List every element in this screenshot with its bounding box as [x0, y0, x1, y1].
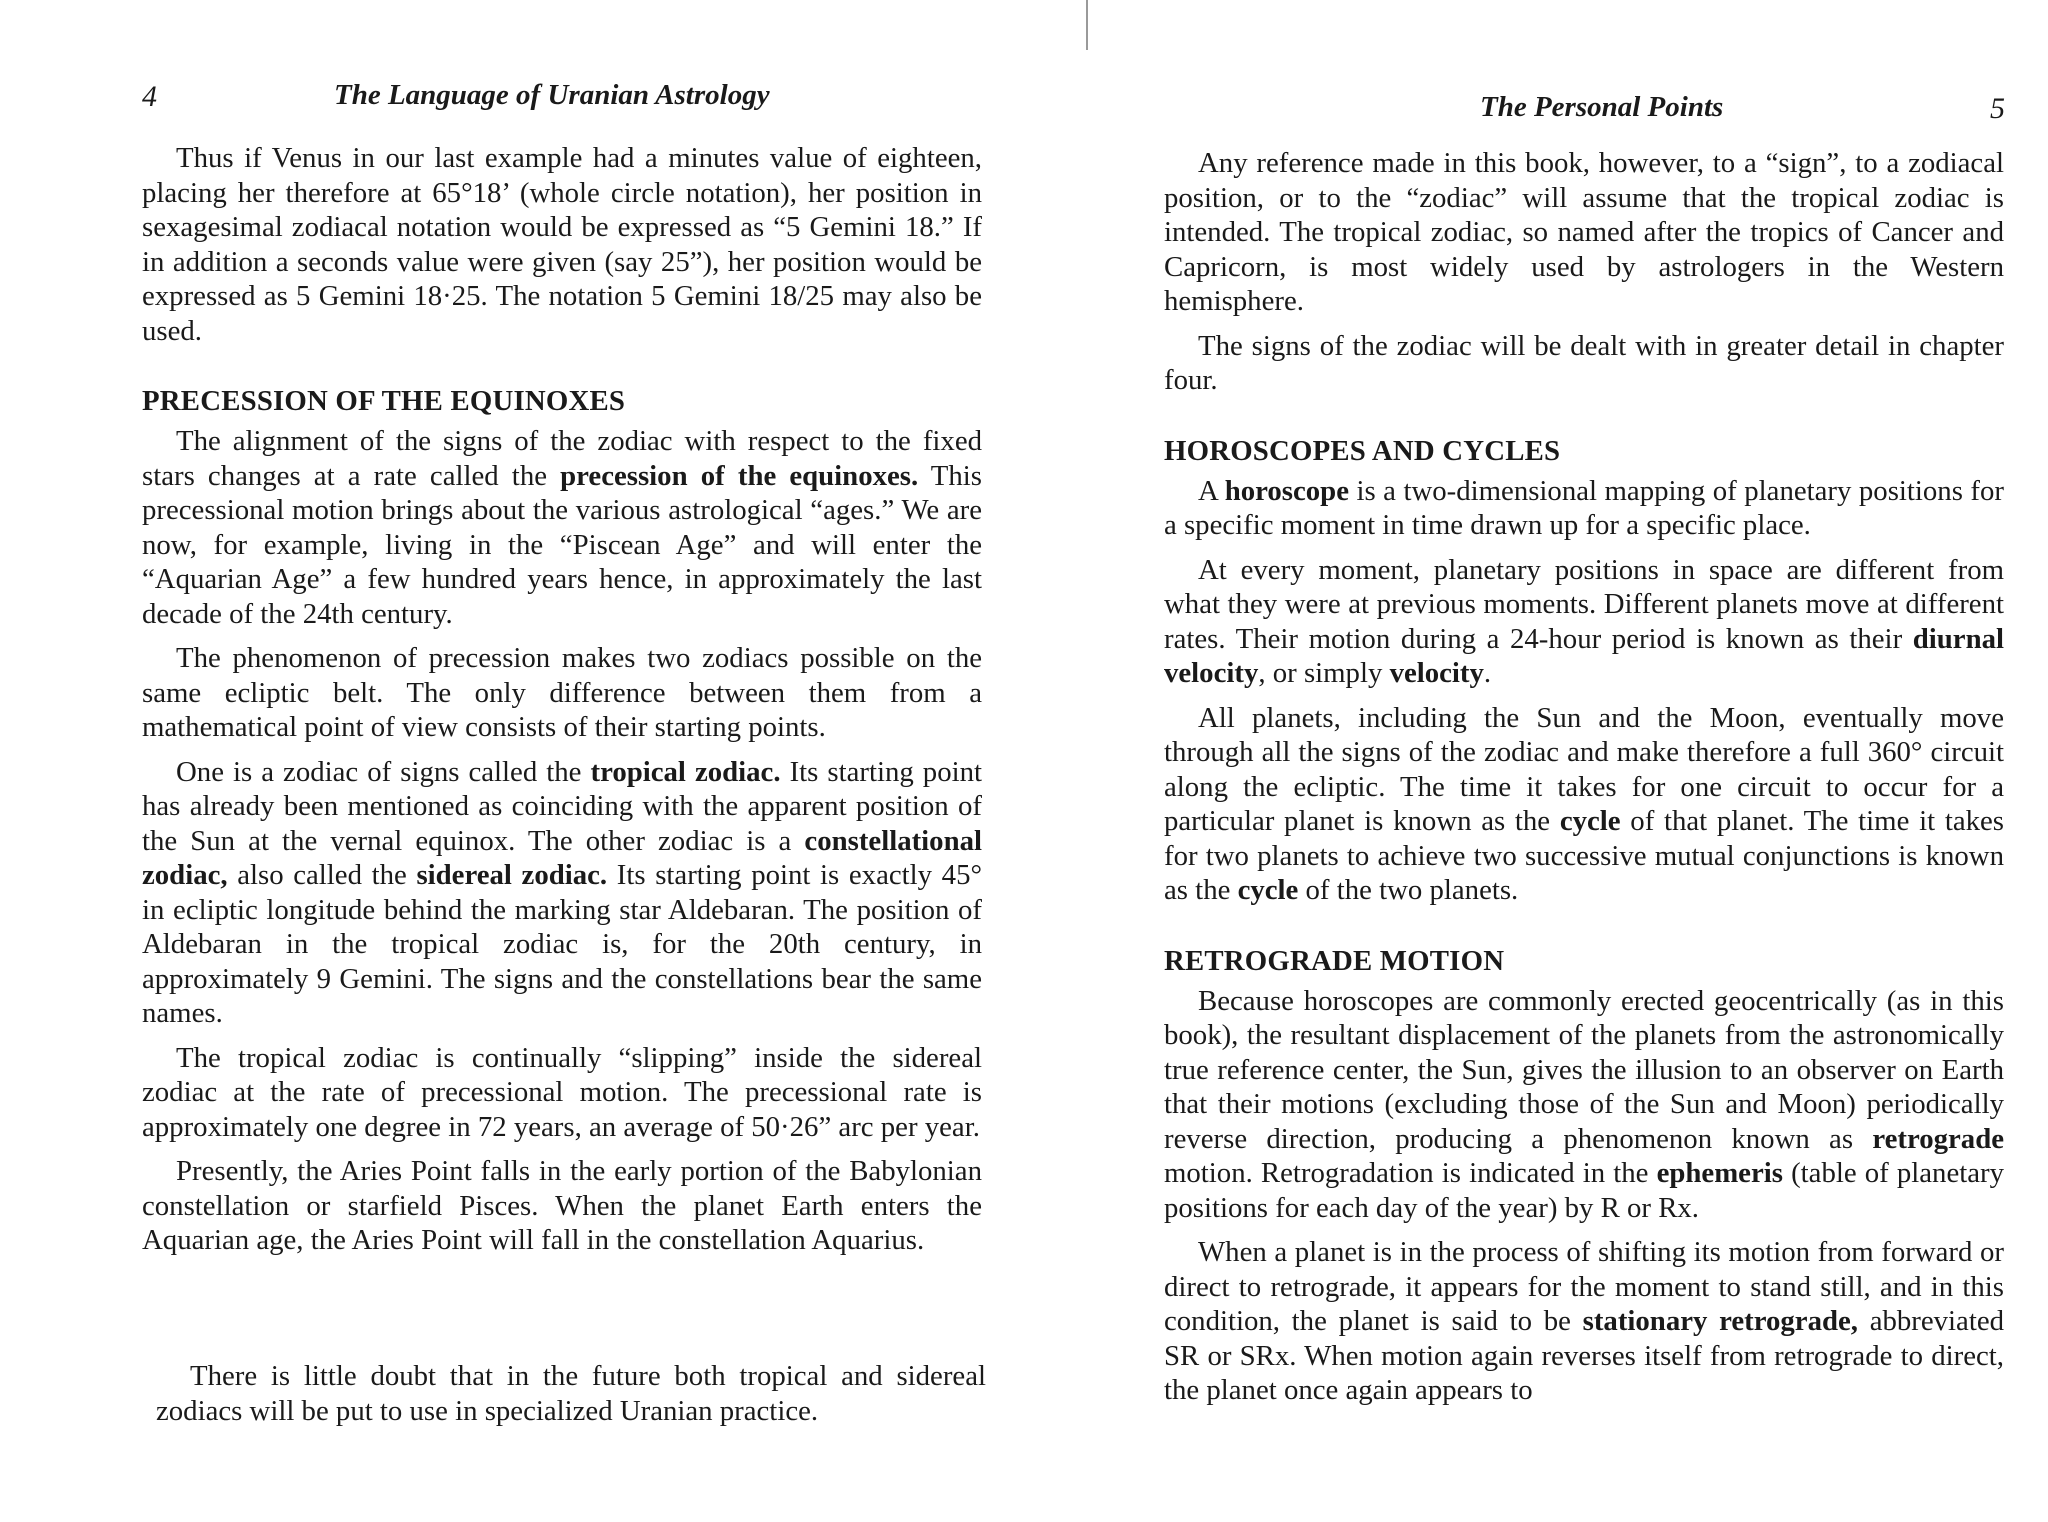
term-precession: precession of the equinoxes.	[560, 459, 919, 492]
section-heading-retrograde: RETROGRADE MOTION	[1164, 944, 1505, 977]
term-constellational-zodiac: constellational zodiac,	[142, 824, 982, 891]
running-head-right: The Personal Points	[1480, 91, 1724, 123]
term-cycle: cycle	[1237, 874, 1299, 906]
paragraph: A horoscope is a two-dimensional mapping of planetary positions for a specific moment in time drawn up for a specific place.	[1164, 474, 2004, 541]
paragraph: One is a zodiac of signs called the tropical zodiac. Its starting point has already been mentioned as coinciding with the apparent position of the Sun at the vernal equinox. The other zodiac is a constellational zodiac, also called the sidereal zodiac. Its starting point is exactly 45° in ecliptic longitude behind the marking star Aldebaran. The position of Aldebaran in the tropical zodiac is, for the 20th century, in approximately 9 Gemini. The signs and the constellations bear the same names.	[142, 755, 983, 1029]
term-diurnal-velocity: diurnal velocity	[1164, 622, 2004, 689]
right-page	[1024, 0, 2048, 1522]
running-head-left: The Language of Uranian Astrology	[334, 79, 770, 111]
term-stationary-retrograde: stationary retrograde,	[1582, 1305, 1858, 1337]
paragraph: Any reference made in this book, however, to a “sign”, to a zodiacal position, or to the “zodiac” will assume that the tropical zodiac is intended. The tropical zodiac, so named after the tropics of Cancer and Capricorn, is most widely used by astrologers in the Western hemisphere.	[1164, 147, 2004, 317]
paragraph: Presently, the Aries Point falls in the early portion of the Babylonian constellation or starfield Pisces. When the planet Earth enters the Aquarian age, the Aries Point will fall in the constellation Aquarius.	[142, 1155, 982, 1256]
paragraph: All planets, including the Sun and the Moon, eventually move through all the signs of the zodiac and make therefore a full 360° circuit along the ecliptic. The time it takes for one circuit to occur for a particular planet is known as the cycle of that planet. The time it takes for two planets to achieve two successive mutual conjunctions is known as the cycle of the two planets.	[1164, 701, 2004, 906]
paragraph: The alignment of the signs of the zodiac with respect to the fixed stars changes at a rate called the precession of the equinoxes. This precessional motion brings about the various astrological “ages.” We are now, for example, living in the “Piscean Age” and will enter the “Aquarian Age” a few hundred years hence, in approximately the last decade of the 24th century.	[142, 425, 982, 630]
paragraph: Thus if Venus in our last example had a minutes value of eighteen, placing her therefore at 65°18’ (whole circle notation), her position in sexagesimal zodiacal notation would be expressed as “5 Gemini 18.” If in addition a seconds value were given (say 25”), her position would be expressed as 5 Gemini 18·25. The notation 5 Gemini 18/25 may also be used.	[142, 142, 982, 347]
term-tropical-zodiac: tropical zodiac.	[590, 755, 781, 788]
paragraph: The signs of the zodiac will be dealt with in greater detail in chapter four.	[1164, 329, 2004, 396]
paragraph: When a planet is in the process of shifting its motion from forward or direct to retrograde, it appears for the moment to stand still, and in this condition, the planet is said to be stationary retrograde, abbreviated SR or SRx. When motion again reverses itself from retrograde to direct, the planet once again appears to	[1164, 1236, 2004, 1406]
term-cycle: cycle	[1559, 805, 1621, 837]
right-body	[1164, 146, 2004, 1418]
term-horoscope: horoscope	[1224, 474, 1349, 507]
section-heading-precession: PRECESSION OF THE EQUINOXES	[142, 385, 626, 417]
page-number-right: 5	[1990, 92, 2005, 125]
left-body	[142, 141, 982, 1268]
paragraph: At every moment, planetary positions in space are different from what they were at previous moments. Different planets move at different rates. Their motion during a 24-hour period is known as their diurnal velocity, or simply velocity.	[1164, 553, 2004, 689]
term-retrograde: retrograde	[1872, 1122, 2004, 1155]
paragraph: The phenomenon of precession makes two zodiacs possible on the same ecliptic belt. The only difference between them from a mathematical point of view consists of their starting points.	[142, 642, 982, 743]
paragraph-closing: There is little doubt that in the future both tropical and sidereal zodiacs will be put to use in specialized Uranian practice.	[156, 1360, 986, 1427]
paragraph: The tropical zodiac is continually “slipping” inside the sidereal zodiac at the rate of precessional motion. The precessional rate is approximately one degree in 72 years, an average of 50·26” arc per year.	[142, 1041, 982, 1143]
section-heading-horoscopes: HOROSCOPES AND CYCLES	[1164, 434, 1561, 467]
page-number-left: 4	[142, 80, 157, 113]
term-sidereal-zodiac: sidereal zodiac.	[416, 859, 608, 891]
paragraph: Because horoscopes are commonly erected geocentrically (as in this book), the resultant displacement of the planets from the astronomically true reference center, the Sun, gives the illusion to an observer on Earth that their motions (excluding those of the Sun and Moon) periodically reverse direction, producing a phenomenon known as retrograde motion. Retrogradation is indicated in the ephemeris (table of planetary positions for each day of the year) by R or Rx.	[1164, 984, 2004, 1224]
term-ephemeris: ephemeris	[1656, 1157, 1783, 1189]
term-velocity: velocity	[1389, 657, 1484, 689]
